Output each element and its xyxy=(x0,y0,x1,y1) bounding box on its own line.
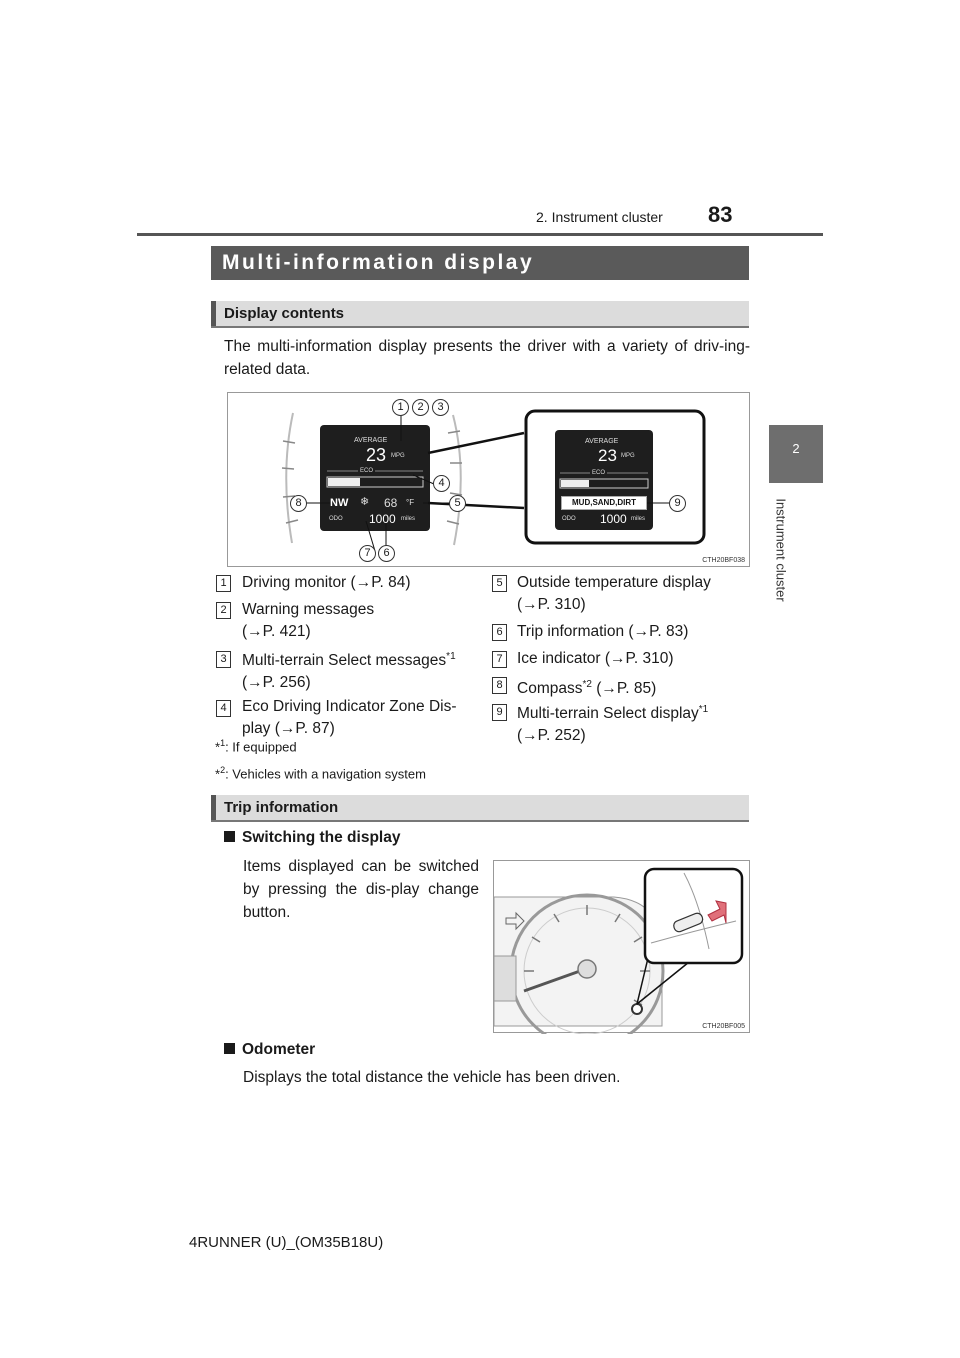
left-average-value: 23 xyxy=(366,445,387,465)
item-number-1: 1 xyxy=(216,575,231,592)
left-odo-unit: miles xyxy=(401,516,416,522)
footer-model-code: 4RUNNER (U)_(OM35B18U) xyxy=(189,1234,384,1251)
list-item-1: Driving monitor (→P. 84) xyxy=(242,574,411,591)
square-bullet-icon xyxy=(224,831,235,842)
square-bullet-icon xyxy=(224,1043,235,1054)
right-odo-unit: miles xyxy=(631,516,646,522)
eco-bar-fill-right xyxy=(561,480,589,487)
left-odo-value: 1000 xyxy=(369,512,396,526)
footnote-1: *$^1$: If equipped xyxy=(215,738,297,755)
chapter-side-label: Instrument cluster xyxy=(773,498,789,602)
display-figure xyxy=(227,392,750,567)
switching-display-text: Items displayed can be switched by pressing the dis-play change button. xyxy=(243,858,479,921)
page-number: 83 xyxy=(708,202,733,227)
left-odo-label: ODO xyxy=(329,516,343,522)
chapter-tab xyxy=(769,425,823,483)
callout-1: 1 xyxy=(392,399,409,416)
callout-6: 6 xyxy=(378,545,395,562)
footnote-2: *$^2$: Vehicles with a navigation system xyxy=(215,765,426,782)
compass-heading: NW xyxy=(330,497,349,509)
callout-4: 4 xyxy=(433,475,450,492)
list-item-9: Multi-terrain Select display$^{*1}$ (→P. 252) xyxy=(517,704,709,745)
left-average-unit: MPG xyxy=(391,453,405,459)
ice-indicator-icon: ❄ xyxy=(360,496,370,508)
display-change-button-figure xyxy=(493,860,750,1033)
intro-paragraph: The multi-information display presents the driver with a variety of driv-ing-related data. xyxy=(224,338,750,378)
callout-9: 9 xyxy=(669,495,686,512)
callout-7: 7 xyxy=(359,545,376,562)
outside-temperature: 68 xyxy=(384,496,398,510)
item-number-4: 4 xyxy=(216,700,231,717)
callout-3: 3 xyxy=(432,399,449,416)
header-rule xyxy=(137,233,823,236)
left-gauge-arc xyxy=(286,413,293,543)
temperature-unit: °F xyxy=(406,498,415,507)
chapter-heading: 2. Instrument cluster xyxy=(536,209,663,225)
right-average-unit: MPG xyxy=(621,453,635,459)
list-item-5: Outside temperature display (→P. 310) xyxy=(517,574,711,613)
subheading-switching-display: Switching the display xyxy=(224,829,400,847)
item-number-9: 9 xyxy=(492,704,507,721)
item-number-6: 6 xyxy=(492,624,507,641)
right-odo-value: 1000 xyxy=(600,512,627,526)
item-number-7: 7 xyxy=(492,651,507,668)
callout-2: 2 xyxy=(412,399,429,416)
list-item-7: Ice indicator (→P. 310) xyxy=(517,650,674,667)
item-number-8: 8 xyxy=(492,677,507,694)
figure2-code: CTH20BF005 xyxy=(702,1023,745,1030)
multi-terrain-mode: MUD,SAND,DIRT xyxy=(561,496,647,510)
cluster-illustration xyxy=(494,861,751,1034)
list-item-3: Multi-terrain Select messages$^{*1}$ (→P. 256) xyxy=(242,651,456,692)
list-item-8: Compass$^{*2}$ (→P. 85) xyxy=(517,679,657,698)
list-item-4: Eco Driving Indicator Zone Dis- play (→P. 87) xyxy=(242,698,457,737)
right-odo-label: ODO xyxy=(562,516,576,522)
section-heading-display-contents: Display contents xyxy=(211,301,749,328)
page-title-bar xyxy=(211,246,749,280)
item-number-3: 3 xyxy=(216,651,231,668)
zoom-line-bottom xyxy=(428,503,524,508)
item-number-2: 2 xyxy=(216,602,231,619)
chapter-tab-number: 2 xyxy=(792,441,800,456)
list-item-6: Trip information (→P. 83) xyxy=(517,623,689,640)
right-average-value: 23 xyxy=(598,446,617,465)
left-average-label: AVERAGE xyxy=(354,437,388,444)
callout-5: 5 xyxy=(449,495,466,512)
list-item-2: Warning messages (→P. 421) xyxy=(242,601,375,640)
page-title: Multi-information display xyxy=(222,251,535,274)
zoom-line-top xyxy=(428,433,524,453)
section-heading-trip-information: Trip information xyxy=(211,795,749,822)
right-average-label: AVERAGE xyxy=(585,438,619,445)
left-eco-label: ECO xyxy=(360,468,374,474)
subheading-odometer: Odometer xyxy=(224,1041,315,1059)
display-change-button xyxy=(632,1004,642,1014)
item-number-5: 5 xyxy=(492,575,507,592)
right-gauge-arc xyxy=(453,415,461,545)
eco-bar-fill xyxy=(328,478,360,486)
figure-code: CTH20BF038 xyxy=(702,557,745,564)
right-eco-label: ECO xyxy=(592,470,606,476)
odometer-text: Displays the total distance the vehicle has been driven. xyxy=(243,1069,621,1086)
display-illustration xyxy=(228,393,751,568)
callout-8: 8 xyxy=(290,495,307,512)
